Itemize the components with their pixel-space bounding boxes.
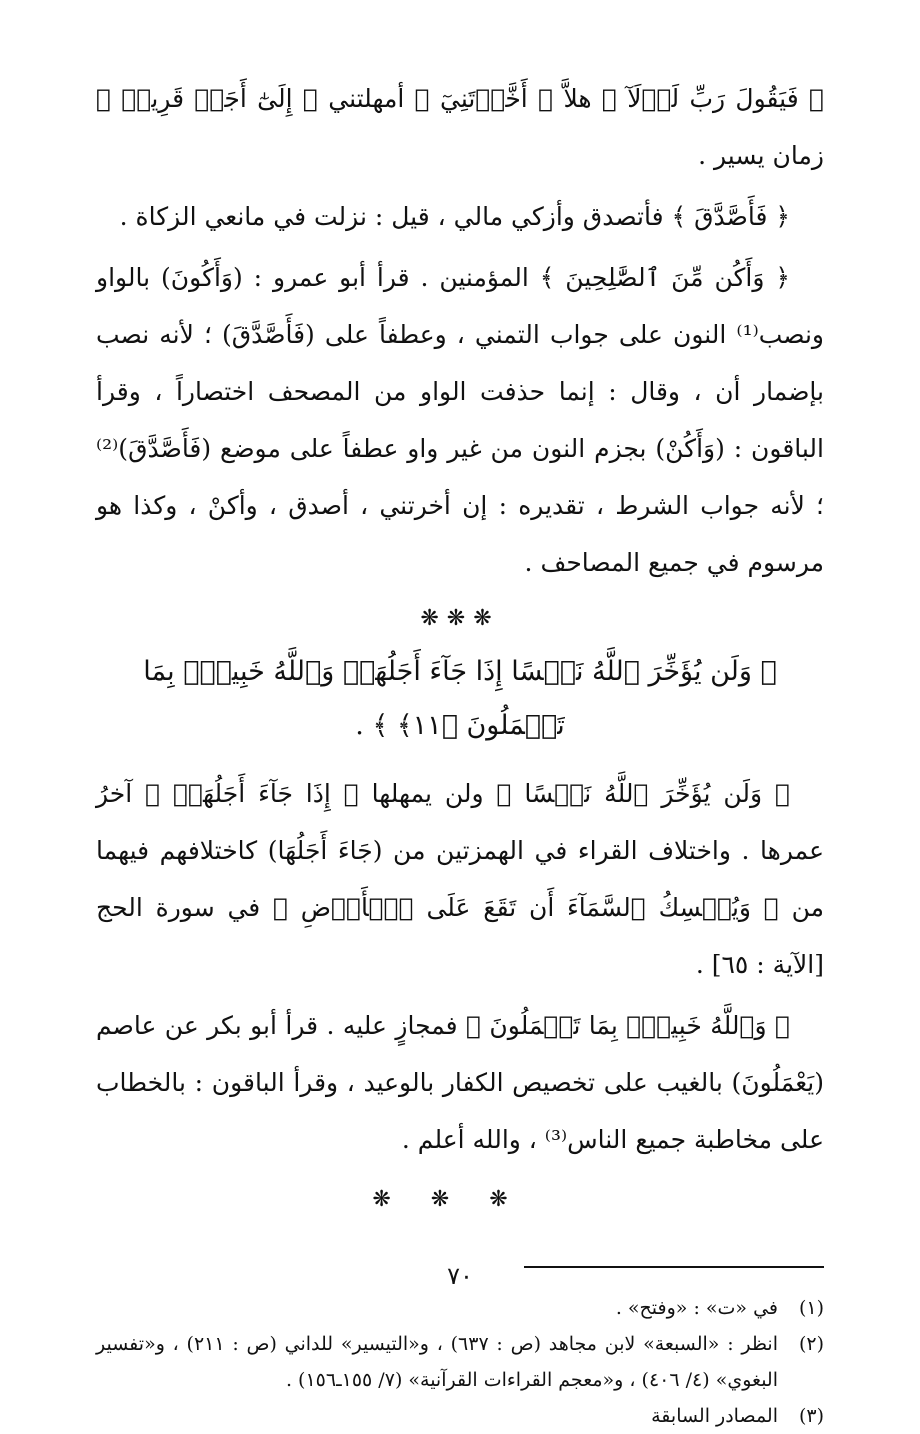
footnote-number: (٣)	[798, 1405, 824, 1427]
footnote-item	[96, 1326, 824, 1398]
section-separator-end: ❋❋❋	[372, 1187, 548, 1212]
footnote-item	[96, 1290, 824, 1326]
footnote-text: في «ت» : «وفتح» .	[615, 1297, 778, 1319]
page-body	[96, 70, 824, 1427]
footnote-number: (٢)	[798, 1333, 824, 1355]
footnote-number: (١)	[798, 1297, 824, 1319]
footnote-item	[96, 1398, 824, 1434]
footnote-text: انظر : «السبعة» لابن مجاهد (ص : ٦٣٧) ، و«التيسير» للداني (ص : ٢١١) ، و«تفسير البغوي» (٤/ ٤٠٦) ، و«معجم القراءات القرآنية» (٧/ ١٥٥ـ١٥٦) .	[96, 1333, 778, 1391]
paragraph-recitation-discussion: ﴿ وَأَكُن مِّنَ ٱلصَّٰلِحِينَ ﴾ المؤمنين . قرأ أبو عمرو : (وَأَكُونَ) بالواو ونصب⁽¹⁾ النون على جواب التمني ، وعطفاً على (فَأَصَّدَّقَ) ؛ لأنه نصب بإضمار أن ، وقال : إنما حذفت الواو من المصحف اختصاراً ، وقرأ الباقون : (وَأَكُنْ) بجزم النون من غير واو عطفاً على موضع (فَأَصَّدَّقَ)⁽²⁾ ؛ لأنه جواب الشرط ، تقديره : إن أخرتني ، أصدق ، وأكنْ ، وكذا هو مرسوم في جميع المصاحف .	[96, 263, 824, 577]
quran-verse: ﴿ وَلَن يُؤَخِّرَ ٱللَّهُ نَفۡسًا إِذَا جَآءَ أَجَلُهَاۚ وَٱللَّهُ خَبِيرُۢ بِمَا تَعۡمَلُونَ ﴿١١﴾ ﴾ .	[143, 656, 777, 741]
paragraph-verse-explanation-2: ﴿ فَأَصَّدَّقَ ﴾ فأتصدق وأزكي مالي ، قيل : نزلت في مانعي الزكاة .	[119, 202, 790, 231]
footnote-text: المصادر السابقة	[651, 1405, 778, 1427]
section-separator: ❋❋❋	[420, 606, 500, 631]
footnotes	[96, 1290, 824, 1434]
paragraph-verse-commentary-2: ﴿ وَٱللَّهُ خَبِيرُۢ بِمَا تَعۡمَلُونَ ﴾ فمجازٍ عليه . قرأ أبو بكر عن عاصم (يَعْمَلُونَ) بالغيب على تخصيص الكفار بالوعيد ، وقرأ الباقون : بالخطاب على مخاطبة جميع الناس⁽³⁾ ، والله أعلم .	[96, 1011, 824, 1154]
paragraph-verse-commentary-1: ﴿ وَلَن يُؤَخِّرَ ٱللَّهُ نَفۡسًا ﴾ ولن يمهلها ﴿ إِذَا جَآءَ أَجَلُهَاۚ ﴾ آخرُ عمرها . واختلاف القراء في الهمزتين من (جَاءَ أَجَلُهَا) كاختلافهم فيهما من ﴿ وَيُمۡسِكُ ٱلسَّمَآءَ أَن تَقَعَ عَلَى ٱلۡأَرۡضِ ﴾ في سورة الحج [الآية : ٦٥] .	[96, 779, 824, 979]
paragraph-verse-explanation-1: ﴿ فَيَقُولَ رَبِّ لَوۡلَآ ﴾ هلاَّ ﴿ أَخَّرۡتَنِيٓ ﴾ أمهلتني ﴿ إِلَىٰٓ أَجَلٖ قَرِيبٖ ﴾ زمان يسير .	[96, 84, 824, 170]
page-number: ٧٠	[447, 1262, 473, 1290]
